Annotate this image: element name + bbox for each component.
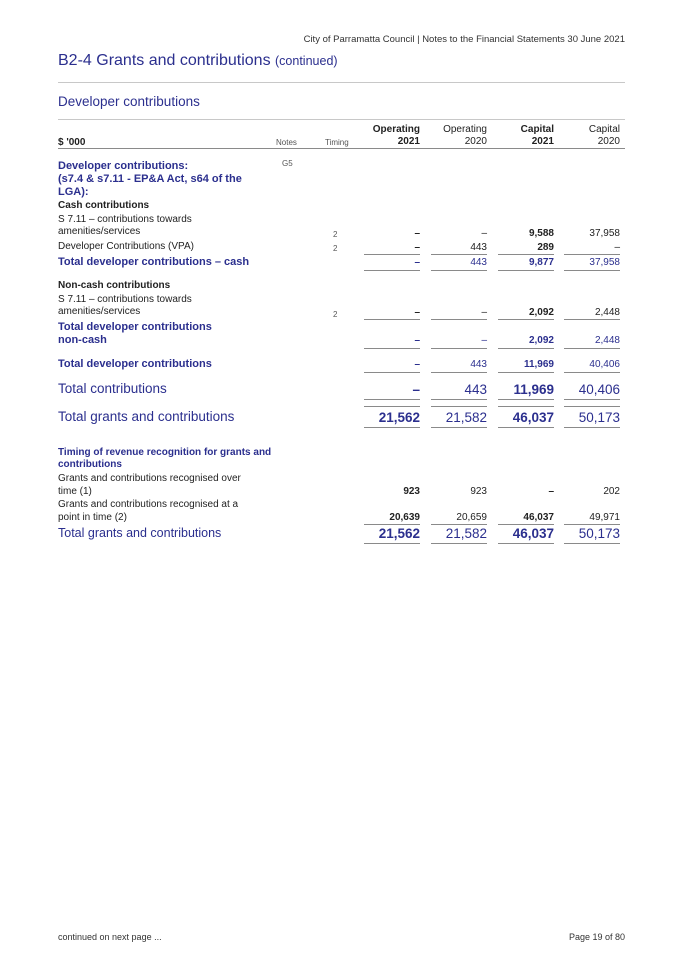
sum-line [364,543,420,544]
total-dev-op2021: – [414,359,420,370]
vpa-cap2021: 289 [537,242,554,253]
total-noncash-op2021: – [414,335,420,346]
sum-line [431,524,487,525]
sum-line [564,319,620,320]
over-time-op2020: 923 [470,486,487,497]
sum-line [498,319,554,320]
dev-note-ref: G5 [282,159,293,168]
s711-cash-label-l1: S 7.11 – contributions towards [58,214,192,225]
sum-line [564,254,620,255]
dev-heading-l3: LGA): [58,186,89,198]
total-noncash-cap2020: 2,448 [594,335,620,346]
total-cash-op2020: 443 [470,257,487,268]
sum-line [431,270,487,271]
col-unit: $ '000 [58,137,86,148]
sum-line [364,524,420,525]
s711-cash-cap2021: 9,588 [528,228,554,239]
sum-line [564,427,620,428]
page-header: City of Parramatta Council | Notes to the Financial Statements 30 June 2021 [303,34,625,45]
sum-line [431,254,487,255]
total-grants2-cap2021: 46,037 [512,526,554,541]
over-time-cap2020: 202 [603,486,620,497]
timing-heading-l1: Timing of revenue recognition for grants and [58,447,272,458]
total-cash-op2021: – [414,257,420,268]
sum-line [431,427,487,428]
sum-line [498,270,554,271]
over-time-op2021: 923 [403,486,420,497]
total-dev-label: Total developer contributions [58,358,212,370]
total-cash-label: Total developer contributions – cash [58,256,250,268]
col-notes: Notes [276,138,297,147]
sum-line [364,399,420,400]
total-contrib-op2020: 443 [464,382,487,397]
sum-line [498,399,554,400]
col-op2021-l1: Operating [372,124,420,135]
total-noncash-op2020: – [481,335,487,346]
s711-noncash-timing: 2 [333,310,338,319]
point-time-op2021: 20,639 [389,512,420,523]
total-contrib-label: Total contributions [58,381,167,396]
s711-cash-timing: 2 [333,230,338,239]
total-dev-cap2021: 11,969 [523,359,554,370]
col-cap2020-l2: 2020 [597,136,620,147]
total-contrib-cap2020: 40,406 [578,382,620,397]
sum-line [364,427,420,428]
sum-line [431,319,487,320]
total-grants2-op2021: 21,562 [378,526,420,541]
sum-line [564,406,620,407]
col-cap2020-l1: Capital [588,124,620,135]
s711-cash-cap2020: 37,958 [589,228,620,239]
sum-line [564,524,620,525]
s711-cash-op2020: – [481,228,487,239]
s711-noncash-cap2021: 2,092 [528,307,554,318]
sum-line [431,399,487,400]
header-rule [58,148,625,149]
total-contrib-cap2021: 11,969 [513,382,554,397]
title-main: B2-4 Grants and contributions [58,52,271,69]
over-time-label-l1: Grants and contributions recognised over [58,473,241,484]
vpa-cap2020: – [614,242,620,253]
sum-line [564,372,620,373]
dev-heading-l2: (s7.4 & s7.11 - EP&A Act, s64 of the [58,173,242,185]
subtitle-rule [58,119,625,120]
total-cash-cap2021: 9,877 [528,257,554,268]
sum-line [498,372,554,373]
s711-noncash-label-l2: amenities/services [58,306,141,317]
total-grants-op2021: 21,562 [378,410,420,425]
s711-noncash-label-l1: S 7.11 – contributions towards [58,294,192,305]
point-time-label-l1: Grants and contributions recognised at a [58,499,239,510]
over-time-label-l2: time (1) [58,486,92,497]
s711-noncash-cap2020: 2,448 [594,307,620,318]
noncash-heading: Non-cash contributions [58,280,171,291]
sum-line [564,543,620,544]
total-grants2-cap2020: 50,173 [578,526,620,541]
sum-line [564,348,620,349]
total-contrib-op2021: – [412,382,420,397]
footer-continued: continued on next page ... [58,932,162,942]
sum-line [564,399,620,400]
total-grants-cap2020: 50,173 [578,410,620,425]
vpa-timing: 2 [333,244,338,253]
col-cap2021-l2: 2021 [531,136,554,147]
total-dev-cap2020: 40,406 [589,359,620,370]
title-rule [58,82,625,83]
total-dev-op2020: 443 [470,359,487,370]
s711-noncash-op2020: – [481,307,487,318]
page-title [58,52,338,70]
col-cap2021-l1: Capital [520,124,554,135]
footer-page-number: Page 19 of 80 [568,932,625,942]
s711-cash-label-l2: amenities/services [58,226,141,237]
sum-line [498,406,554,407]
vpa-op2021: – [414,242,420,253]
total-grants2-label: Total grants and contributions [58,526,222,540]
s711-noncash-op2021: – [414,307,420,318]
title-suffix: (continued) [275,54,338,68]
sum-line [364,254,420,255]
col-op2021-l2: 2021 [397,136,420,147]
total-grants2-op2020: 21,582 [445,526,487,541]
sum-line [431,372,487,373]
section-subtitle: Developer contributions [58,94,200,109]
sum-line [498,348,554,349]
sum-line [564,270,620,271]
dev-heading-l1: Developer contributions: [58,160,189,172]
sum-line [364,348,420,349]
sum-line [364,372,420,373]
sum-line [364,319,420,320]
total-noncash-label-l1: Total developer contributions [58,321,212,333]
sum-line [498,543,554,544]
total-grants-cap2021: 46,037 [512,410,554,425]
total-noncash-label-l2: non-cash [58,334,107,346]
vpa-label: Developer Contributions (VPA) [58,241,194,252]
sum-line [431,543,487,544]
col-op2020-l2: 2020 [464,136,487,147]
point-time-cap2021: 46,037 [523,512,554,523]
vpa-op2020: 443 [470,242,487,253]
sum-line [498,524,554,525]
total-noncash-cap2021: 2,092 [528,335,554,346]
point-time-op2020: 20,659 [456,512,487,523]
sum-line [364,270,420,271]
sum-line [498,254,554,255]
sum-line [431,406,487,407]
total-cash-cap2020: 37,958 [589,257,620,268]
point-time-label-l2: point in time (2) [58,512,127,523]
col-op2020-l1: Operating [443,124,487,135]
sum-line [431,348,487,349]
timing-heading-l2: contributions [58,459,122,470]
col-timing: Timing [325,138,349,147]
cash-heading: Cash contributions [58,200,150,211]
sum-line [364,406,420,407]
total-grants-label: Total grants and contributions [58,409,235,424]
over-time-cap2021: – [548,486,554,497]
s711-cash-op2021: – [414,228,420,239]
sum-line [498,427,554,428]
point-time-cap2020: 49,971 [589,512,620,523]
total-grants-op2020: 21,582 [445,410,487,425]
